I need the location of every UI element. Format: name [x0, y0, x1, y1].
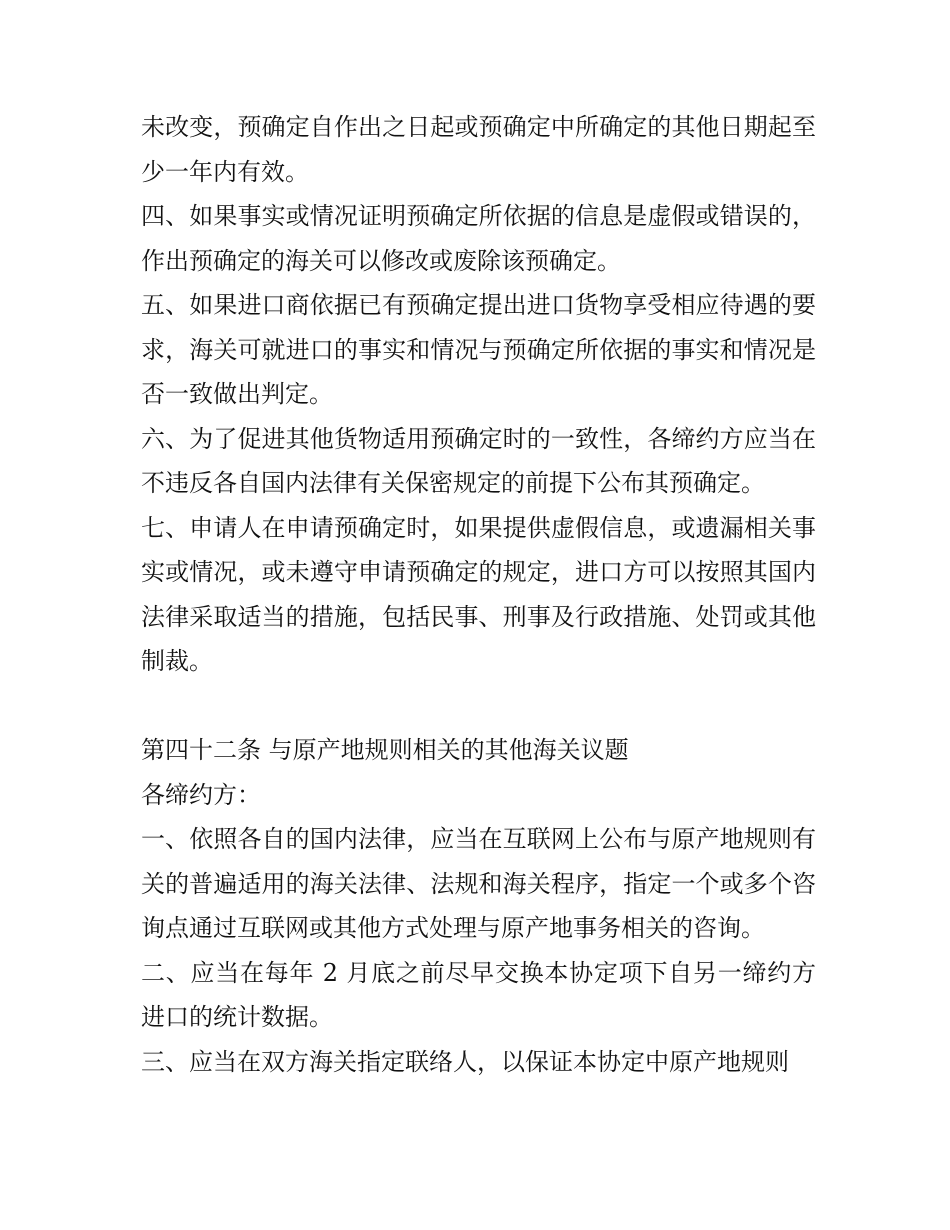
- article-42-item-3: 三、应当在双方海关指定联络人，以保证本协定中原产地规则: [141, 1047, 789, 1076]
- paragraph-6: 六、为了促进其他货物适用预确定时的一致性，各缔约方应当在不违反各自国内法律有关保密规定的前提下公布其预确定。: [141, 424, 816, 497]
- paragraph-7: 七、申请人在申请预确定时，如果提供虚假信息，或遗漏相关事实或情况，或未遵守申请预确定的规定，进口方可以按照其国内法律采取适当的措施，包括民事、刑事及行政措施、处罚或其他制裁。: [141, 513, 816, 675]
- article-42-intro: 各缔约方：: [141, 780, 261, 809]
- section-spacer: [141, 684, 816, 729]
- article-42-title: 第四十二条 与原产地规则相关的其他海关议题: [141, 736, 629, 764]
- paragraph-4: 四、如果事实或情况证明预确定所依据的信息是虚假或错误的，作出预确定的海关可以修改或废除该预确定。: [141, 202, 816, 275]
- document-page: [141, 105, 816, 1084]
- article-42-item-2: 二、应当在每年 2 月底之前尽早交换本协定项下自另一缔约方进口的统计数据。: [141, 958, 816, 1031]
- paragraph-5: 五、如果进口商依据已有预确定提出进口货物享受相应待遇的要求，海关可就进口的事实和情况与预确定所依据的事实和情况是否一致做出判定。: [141, 291, 816, 408]
- article-42-item-1: 一、依照各自的国内法律，应当在互联网上公布与原产地规则有关的普遍适用的海关法律、法规和海关程序，指定一个或多个咨询点通过互联网或其他方式处理与原产地事务相关的咨询。: [141, 825, 816, 942]
- paragraph-validity: 未改变，预确定自作出之日起或预确定中所确定的其他日期起至少一年内有效。: [141, 113, 816, 186]
